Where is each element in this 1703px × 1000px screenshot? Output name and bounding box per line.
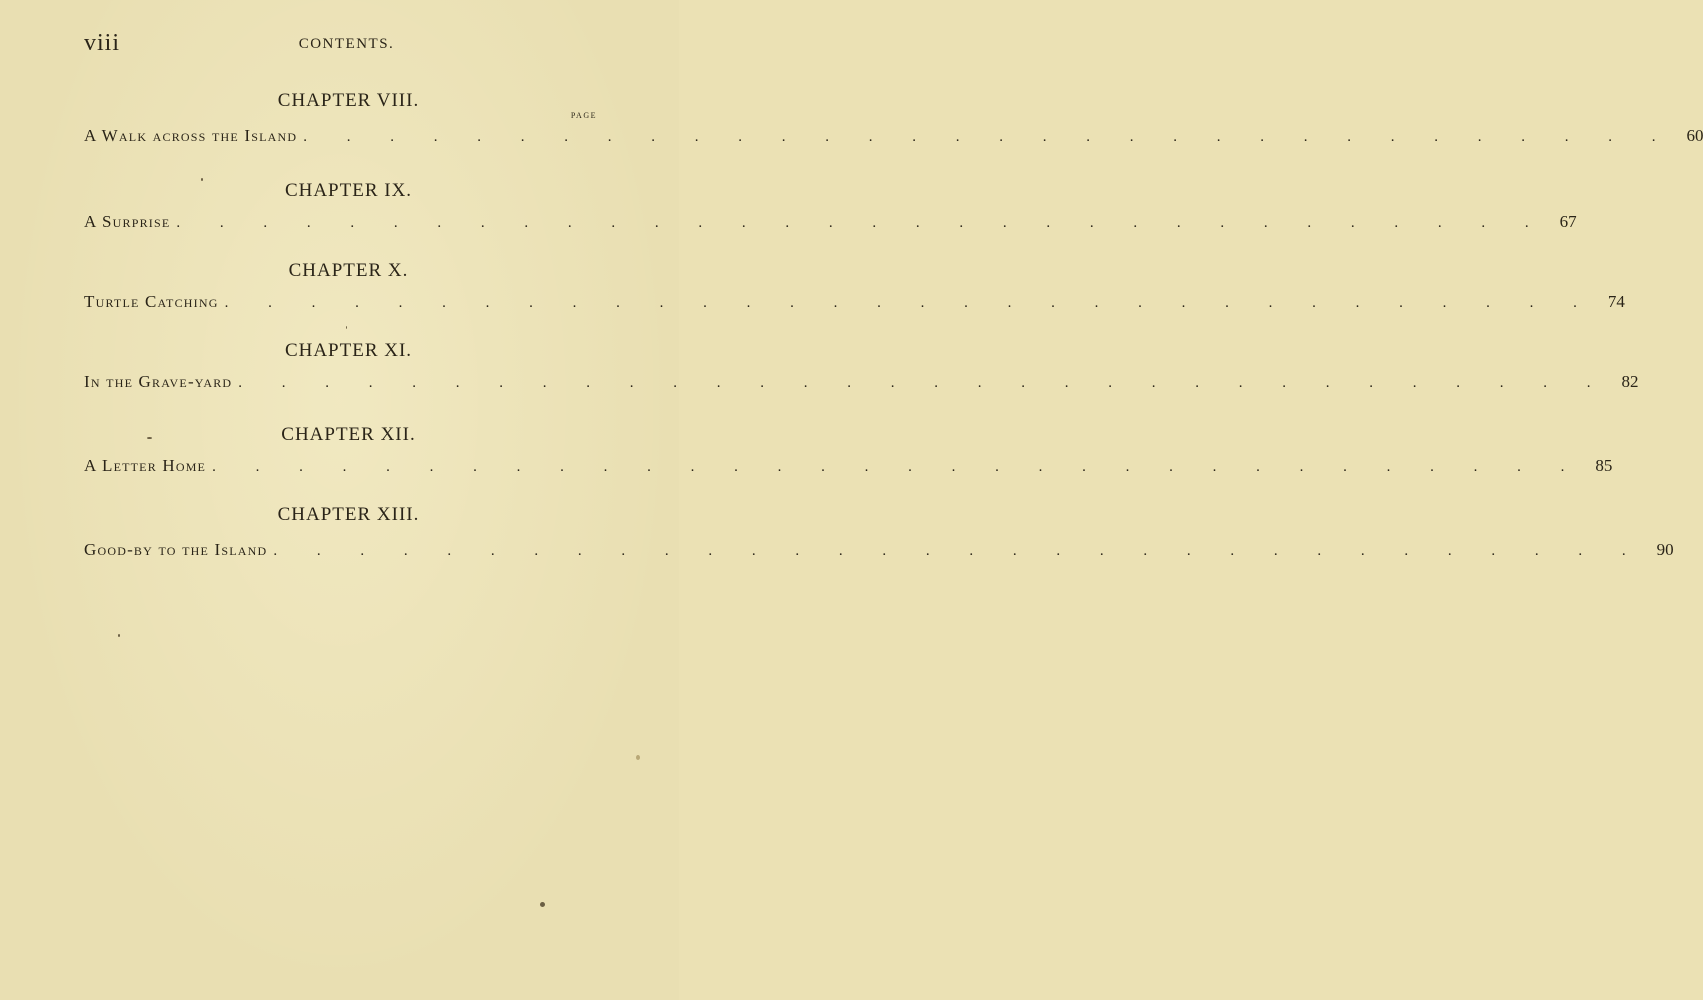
paper-speck: [201, 178, 203, 181]
entry-title: A Surprise: [84, 212, 171, 231]
entry-page-number: 82: [1621, 372, 1639, 391]
paper-speck: [346, 326, 347, 329]
page-column-label: PAGE: [570, 111, 597, 120]
paper-speck: [147, 437, 152, 439]
entry-title: A Letter Home: [84, 456, 207, 475]
toc-entry: [84, 456, 1613, 476]
entry-page-number: 74: [1607, 292, 1625, 311]
toc-entry: [84, 372, 1639, 392]
entry-page-number: 85: [1595, 456, 1613, 475]
chapter-heading: CHAPTER XI.: [284, 340, 413, 361]
toc-chapter-xi: [84, 340, 1639, 392]
entry-title: Turtle Catching: [84, 292, 219, 311]
chapter-heading: CHAPTER XII.: [281, 424, 416, 445]
toc-chapter-x: [84, 260, 1625, 312]
running-title: CONTENTS.: [298, 36, 395, 52]
dot-leader: . . . . . . . . . . . . . . . . . . . . . . . . . . . . . . . .: [238, 375, 1609, 391]
paper-speck: [636, 755, 640, 760]
toc-chapter-xiii: [84, 504, 1674, 560]
page-number: viii: [84, 30, 121, 56]
toc-entry: [84, 212, 1577, 232]
toc-entry: [84, 126, 1703, 146]
chapter-heading: CHAPTER IX.: [284, 180, 413, 201]
dot-leader: . . . . . . . . . . . . . . . . . . . . . . . . . . . . . . . .: [224, 295, 1595, 311]
entry-title: A Walk across the Island: [84, 126, 298, 145]
dot-leader: . . . . . . . . . . . . . . . . . . . . . . . . . . . . . . . .: [176, 215, 1547, 231]
paper-speck: [540, 902, 545, 907]
entry-page-number: 60: [1686, 126, 1703, 145]
entry-title: In the Grave-yard: [84, 372, 233, 391]
dot-leader: . . . . . . . . . . . . . . . . . . . . . . . . . . . . . . . .: [212, 459, 1583, 475]
chapter-heading: CHAPTER X.: [288, 260, 409, 281]
chapter-heading: CHAPTER XIII.: [277, 504, 420, 525]
entry-title: Good-by to the Island: [84, 540, 268, 559]
dot-leader: . . . . . . . . . . . . . . . . . . . . . . . . . . . . . . . .: [303, 129, 1674, 145]
entry-page-number: 90: [1656, 540, 1674, 559]
paper-speck: [118, 634, 120, 637]
toc-chapter-xii: [84, 424, 1613, 476]
toc-chapter-viii: [84, 90, 1703, 146]
page-header: [84, 30, 599, 60]
toc-chapter-ix: [84, 180, 1577, 232]
toc-entry: [84, 540, 1674, 560]
dot-leader: . . . . . . . . . . . . . . . . . . . . . . . . . . . . . . . .: [273, 543, 1644, 559]
chapter-heading: CHAPTER VIII.: [277, 90, 420, 111]
entry-page-number: 67: [1559, 212, 1577, 231]
toc-entry: [84, 292, 1625, 312]
